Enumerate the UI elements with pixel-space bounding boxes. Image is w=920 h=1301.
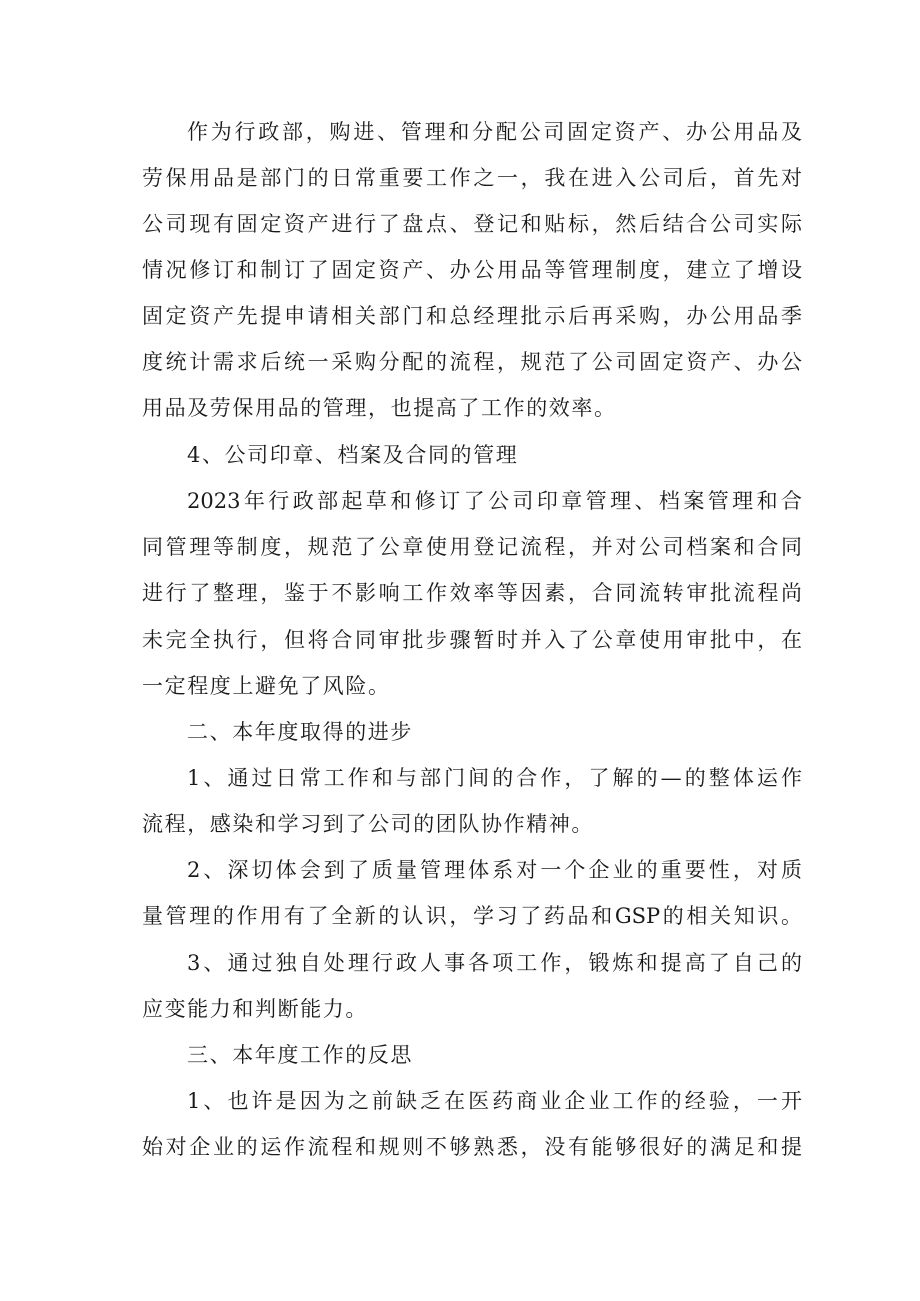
- paragraph-line: 固定资产先提申请相关部门和总经理批示后再采购，办公用品季: [142, 304, 802, 328]
- paragraph-line: 度统计需求后统一采购分配的流程，规范了公司固定资产、办公: [142, 350, 802, 374]
- paragraph-line: 量管理的作用有了全新的认识，学习了药品和GSP的相关知识。: [142, 904, 802, 928]
- paragraph-line: 公司现有固定资产进行了盘点、登记和贴标，然后结合公司实际: [142, 212, 802, 236]
- paragraph-line: 1、也许是因为之前缺乏在医药商业企业工作的经验，一开: [187, 1089, 802, 1113]
- paragraph-line: 应变能力和判断能力。: [142, 997, 368, 1021]
- section-heading: 三、本年度工作的反思: [187, 1043, 413, 1067]
- paragraph-line: 始对企业的运作流程和规则不够熟悉，没有能够很好的满足和提: [142, 1135, 802, 1159]
- paragraph-line: 流程，感染和学习到了公司的团队协作精神。: [142, 812, 594, 836]
- paragraph-line: 同管理等制度，规范了公章使用登记流程，并对公司档案和合同: [142, 535, 802, 559]
- paragraph-line: 劳保用品是部门的日常重要工作之一，我在进入公司后，首先对: [142, 166, 802, 190]
- paragraph-line: 3、通过独自处理行政人事各项工作，锻炼和提高了自己的: [187, 951, 802, 975]
- paragraph-line: 未完全执行，但将合同审批步骤暂时并入了公章使用审批中，在: [142, 628, 802, 652]
- paragraph-line: 2023年行政部起草和修订了公司印章管理、档案管理和合: [187, 489, 802, 513]
- section-heading: 二、本年度取得的进步: [187, 720, 413, 744]
- paragraph-line: 一定程度上避免了风险。: [142, 674, 391, 698]
- paragraph-line: 2、深切体会到了质量管理体系对一个企业的重要性，对质: [187, 858, 802, 882]
- section-heading: 4、公司印章、档案及合同的管理: [187, 443, 519, 467]
- paragraph-line: 情况修订和制订了固定资产、办公用品等管理制度，建立了增设: [142, 258, 802, 282]
- paragraph-line: 作为行政部，购进、管理和分配公司固定资产、办公用品及: [187, 120, 802, 144]
- paragraph-line: 用品及劳保用品的管理，也提高了工作的效率。: [142, 396, 617, 420]
- paragraph-line: 1、通过日常工作和与部门间的合作，了解的—的整体运作: [187, 766, 802, 790]
- paragraph-line: 进行了整理，鉴于不影响工作效率等因素，合同流转审批流程尚: [142, 581, 802, 605]
